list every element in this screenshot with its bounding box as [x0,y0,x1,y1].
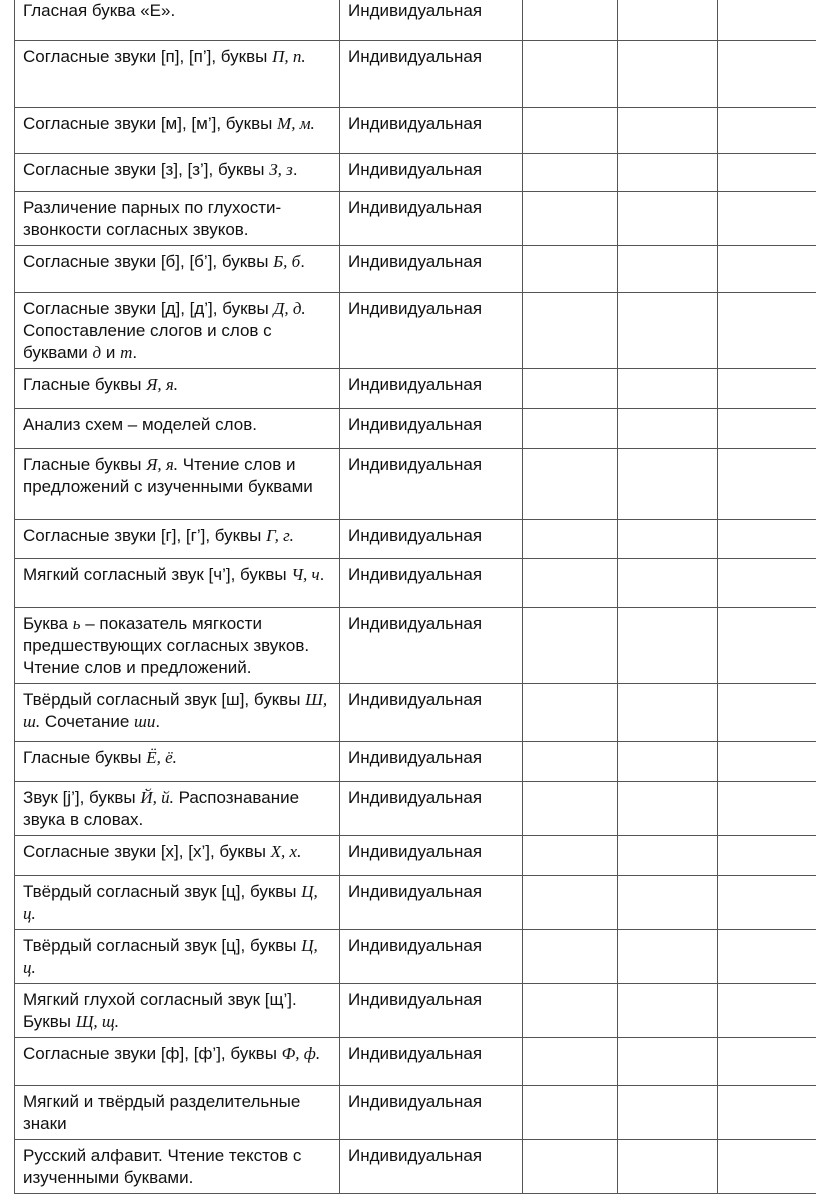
lesson-form-label: Индивидуальная [348,788,482,807]
empty-cell [618,369,718,409]
topic-cell [15,608,340,684]
topic-text [23,298,332,364]
empty-cell [718,930,816,984]
table-row [15,520,816,559]
topic-text-segment: Чтение слов и предложений с изученными буквами [23,455,313,496]
topic-cell [15,154,340,192]
topic-text [23,787,332,831]
topic-letter-segment: П, п. [272,47,306,66]
topic-cell [15,246,340,293]
empty-cell [523,1086,618,1140]
topic-cell [15,559,340,608]
empty-cell [618,684,718,742]
empty-cell [718,520,816,559]
topic-text-segment: Мягкий и твёрдый разделительные знаки [23,1092,300,1133]
empty-cell [523,369,618,409]
lesson-plan-table [14,0,816,1194]
topic-text [23,197,332,241]
form-cell [340,293,523,369]
topic-text-segment: Согласные звуки [м], [м’], буквы [23,114,277,133]
topic-text [23,525,332,547]
empty-cell [618,559,718,608]
topic-text-segment: Русский алфавит. Чтение текстов с изученными буквами. [23,1146,301,1187]
topic-text-segment: . [132,343,137,362]
topic-cell [15,409,340,449]
table-row [15,246,816,293]
topic-text [23,374,332,396]
topic-cell [15,984,340,1038]
empty-cell [618,1140,718,1194]
empty-cell [718,449,816,520]
topic-text-segment: Мягкий согласный звук [ч’], буквы [23,565,291,584]
form-cell [340,608,523,684]
topic-cell [15,876,340,930]
empty-cell [523,1140,618,1194]
topic-cell [15,1140,340,1194]
empty-cell [718,192,816,246]
form-cell [340,684,523,742]
table-row [15,192,816,246]
table-row [15,449,816,520]
topic-cell [15,293,340,369]
topic-text-segment: Сочетание [40,712,134,731]
empty-cell [718,409,816,449]
form-cell [340,0,523,41]
table-row [15,930,816,984]
topic-cell [15,108,340,154]
topic-text [23,454,332,498]
empty-cell [618,876,718,930]
empty-cell [718,246,816,293]
topic-text-segment: – показатель мягкости предшествующих согласных звуков. Чтение слов и предложений. [23,614,309,677]
empty-cell [523,246,618,293]
empty-cell [718,782,816,836]
lesson-form-label: Индивидуальная [348,748,482,767]
form-cell [340,1086,523,1140]
empty-cell [718,559,816,608]
empty-cell [618,246,718,293]
form-cell [340,559,523,608]
empty-cell [618,984,718,1038]
lesson-form-label: Индивидуальная [348,299,482,318]
table-row [15,608,816,684]
topic-text-segment: Согласные звуки [ф], [ф’], буквы [23,1044,282,1063]
table-row [15,559,816,608]
topic-cell [15,684,340,742]
topic-cell [15,836,340,876]
lesson-form-label: Индивидуальная [348,455,482,474]
empty-cell [718,293,816,369]
empty-cell [523,782,618,836]
empty-cell [618,608,718,684]
lesson-form-label: Индивидуальная [348,526,482,545]
table-row [15,0,816,41]
topic-text-segment: Сопоставление слогов и слов с буквами [23,321,272,362]
form-cell [340,1140,523,1194]
form-cell [340,409,523,449]
topic-cell [15,192,340,246]
empty-cell [523,559,618,608]
empty-cell [718,0,816,41]
topic-text-segment: Согласные звуки [з], [з’], буквы [23,160,269,179]
lesson-form-label: Индивидуальная [348,1092,482,1111]
form-cell [340,930,523,984]
empty-cell [523,608,618,684]
empty-cell [718,876,816,930]
lesson-form-label: Индивидуальная [348,882,482,901]
empty-cell [618,742,718,782]
topic-cell [15,0,340,41]
empty-cell [618,1038,718,1086]
table-row [15,1086,816,1140]
lesson-form-label: Индивидуальная [348,1146,482,1165]
empty-cell [523,41,618,108]
topic-letter-segment: Ц, ц. [23,936,318,977]
topic-cell [15,41,340,108]
form-cell [340,876,523,930]
empty-cell [523,984,618,1038]
table-row [15,782,816,836]
table-row [15,876,816,930]
topic-letter-segment: М, м. [277,114,315,133]
empty-cell [718,369,816,409]
topic-text-segment: Анализ схем – моделей слов. [23,415,257,434]
topic-cell [15,369,340,409]
empty-cell [618,41,718,108]
topic-text [23,689,332,733]
form-cell [340,246,523,293]
topic-text-segment: Согласные звуки [б], [б’], буквы [23,252,273,271]
lesson-form-label: Индивидуальная [348,614,482,633]
topic-text-segment: . [293,160,298,179]
empty-cell [718,742,816,782]
empty-cell [523,154,618,192]
table-row [15,1038,816,1086]
topic-text-segment: Твёрдый согласный звук [ш], буквы [23,690,305,709]
empty-cell [523,930,618,984]
table-row [15,409,816,449]
form-cell [340,108,523,154]
empty-cell [523,520,618,559]
form-cell [340,154,523,192]
topic-text [23,613,332,679]
empty-cell [718,41,816,108]
table-row [15,836,816,876]
topic-text-segment: . [300,252,305,271]
topic-text [23,414,332,436]
topic-text-segment: Гласные буквы [23,375,146,394]
empty-cell [718,154,816,192]
topic-text-segment: Согласные звуки [г], [г’], буквы [23,526,266,545]
topic-text-segment: Согласные звуки [д], [д’], буквы [23,299,274,318]
form-cell [340,742,523,782]
lesson-form-label: Индивидуальная [348,198,482,217]
topic-letter-segment: т [120,343,132,362]
empty-cell [718,984,816,1038]
empty-cell [523,1038,618,1086]
lesson-form-label: Индивидуальная [348,1,482,20]
topic-letter-segment: Я, я. [146,455,178,474]
topic-letter-segment: Я, я. [146,375,178,394]
empty-cell [618,449,718,520]
empty-cell [618,0,718,41]
empty-cell [718,684,816,742]
topic-cell [15,520,340,559]
form-cell [340,520,523,559]
empty-cell [523,836,618,876]
empty-cell [523,449,618,520]
empty-cell [618,930,718,984]
empty-cell [618,782,718,836]
empty-cell [618,108,718,154]
lesson-form-label: Индивидуальная [348,936,482,955]
topic-text-segment: и [101,343,120,362]
empty-cell [523,876,618,930]
form-cell [340,449,523,520]
topic-text [23,881,332,925]
empty-cell [718,108,816,154]
empty-cell [618,293,718,369]
topic-letter-segment: Ц, ц. [23,882,318,923]
empty-cell [618,1086,718,1140]
empty-cell [618,192,718,246]
topic-letter-segment: Ф, ф. [282,1044,321,1063]
table-row [15,1140,816,1194]
topic-letter-segment: Й, й. [140,788,174,807]
topic-text-segment: Гласные буквы [23,455,146,474]
topic-text-segment: Различение парных по глухости-звонкости согласных звуков. [23,198,281,239]
topic-text-segment: Мягкий глухой согласный звук [щ’]. Буквы [23,990,297,1031]
form-cell [340,41,523,108]
lesson-form-label: Индивидуальная [348,415,482,434]
lesson-form-label: Индивидуальная [348,842,482,861]
form-cell [340,836,523,876]
empty-cell [618,409,718,449]
topic-letter-segment: ши [134,712,155,731]
topic-cell [15,930,340,984]
topic-letter-segment: Щ, щ. [76,1012,119,1031]
topic-letter-segment: Х, х. [271,842,302,861]
topic-text-segment: . [155,712,160,731]
topic-text [23,113,332,135]
empty-cell [523,684,618,742]
empty-cell [523,108,618,154]
topic-text [23,1091,332,1135]
topic-text [23,989,332,1033]
lesson-form-label: Индивидуальная [348,47,482,66]
form-cell [340,369,523,409]
form-cell [340,782,523,836]
table-row [15,369,816,409]
empty-cell [618,520,718,559]
empty-cell [523,742,618,782]
form-cell [340,192,523,246]
topic-text-segment: . [320,565,325,584]
empty-cell [718,1038,816,1086]
topic-text-segment: Звук [j’], буквы [23,788,140,807]
empty-cell [523,293,618,369]
topic-text [23,251,332,273]
topic-text-segment: Распознавание звука в словах. [23,788,299,829]
table-row [15,108,816,154]
empty-cell [718,1140,816,1194]
topic-text-segment: Твёрдый согласный звук [ц], буквы [23,882,301,901]
empty-cell [618,154,718,192]
empty-cell [718,836,816,876]
table-row [15,684,816,742]
table-row [15,293,816,369]
lesson-form-label: Индивидуальная [348,1044,482,1063]
topic-text [23,159,332,181]
lesson-form-label: Индивидуальная [348,375,482,394]
table-row [15,984,816,1038]
topic-cell [15,782,340,836]
topic-text [23,564,332,586]
topic-letter-segment: д [93,343,102,362]
topic-cell [15,1086,340,1140]
topic-text [23,1145,332,1189]
lesson-form-label: Индивидуальная [348,565,482,584]
topic-text-segment: Гласные буквы [23,748,146,767]
empty-cell [523,409,618,449]
lesson-form-label: Индивидуальная [348,690,482,709]
topic-text-segment: Согласные звуки [п], [п’], буквы [23,47,272,66]
topic-text [23,46,332,68]
lesson-form-label: Индивидуальная [348,252,482,271]
lesson-form-label: Индивидуальная [348,160,482,179]
topic-cell [15,449,340,520]
form-cell [340,1038,523,1086]
empty-cell [523,192,618,246]
topic-text [23,0,332,22]
topic-text [23,935,332,979]
topic-letter-segment: Ш, ш. [23,690,327,731]
topic-letter-segment: Ч, ч [291,565,319,584]
topic-text [23,1043,332,1065]
lesson-form-label: Индивидуальная [348,990,482,1009]
topic-cell [15,742,340,782]
topic-cell [15,1038,340,1086]
empty-cell [718,1086,816,1140]
empty-cell [718,608,816,684]
topic-letter-segment: Д, д. [274,299,306,318]
topic-text-segment: Согласные звуки [х], [х’], буквы [23,842,271,861]
table-body [15,0,816,1194]
topic-text-segment: Твёрдый согласный звук [ц], буквы [23,936,301,955]
topic-text [23,747,332,769]
empty-cell [523,0,618,41]
empty-cell [618,836,718,876]
form-cell [340,984,523,1038]
topic-letter-segment: З, з [269,160,293,179]
topic-text-segment: Гласная буква «Е». [23,1,175,20]
table-row [15,742,816,782]
topic-text [23,841,332,863]
topic-letter-segment: ь [73,614,81,633]
topic-letter-segment: Ё, ё. [146,748,177,767]
lesson-form-label: Индивидуальная [348,114,482,133]
table-row [15,41,816,108]
topic-letter-segment: Б, б [273,252,300,271]
table-row [15,154,816,192]
topic-text-segment: Буква [23,614,73,633]
topic-letter-segment: Г, г. [266,526,294,545]
